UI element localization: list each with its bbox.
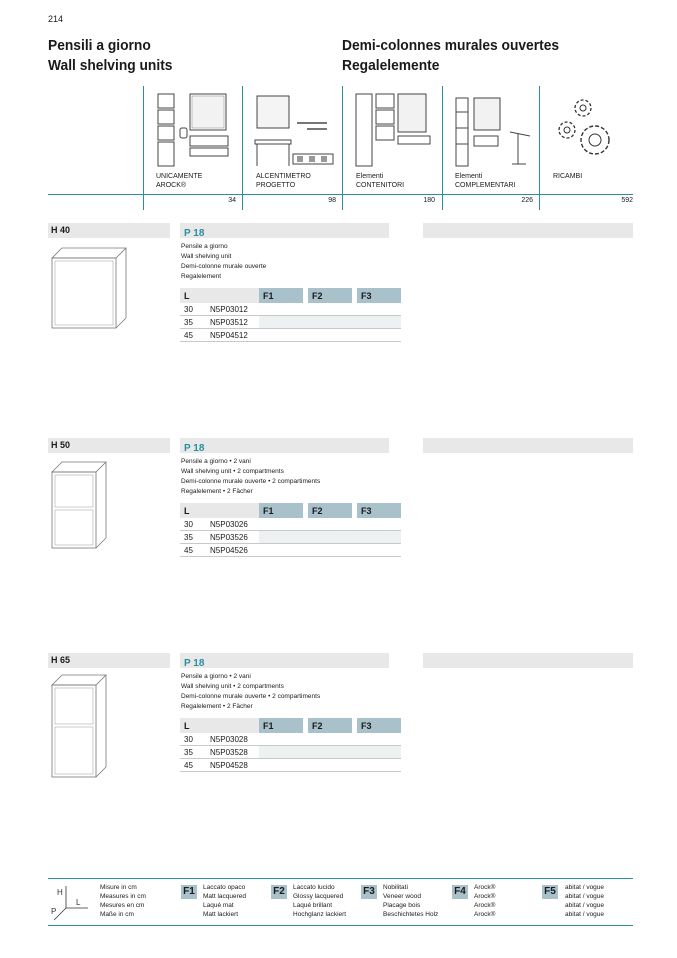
finish-description-f4: Arock® Arock® Arock® Arock®: [474, 884, 496, 918]
axis-l-label: L: [76, 898, 81, 907]
height-bar: [48, 438, 170, 453]
page-title-left: [48, 36, 172, 76]
axis-dimensions-icon: [48, 882, 96, 922]
column-header-f2: F2: [308, 718, 352, 733]
title-left-line-1: Pensili a giorno: [48, 37, 151, 54]
column-header-length: L: [180, 288, 259, 303]
page-title-right: [342, 36, 559, 76]
open-shelf-h50-drawing: [50, 460, 130, 550]
category-unicamente[interactable]: UNICAMENTE AROCK®: [156, 173, 203, 189]
unicamente-products-icon: [156, 92, 236, 170]
category-divider: [242, 86, 243, 210]
category-divider: [442, 86, 443, 210]
column-header-f3: F3: [357, 503, 401, 518]
finish-description-f3: Nobilitati Veneer wood Placage bois Beschichtetes Holz: [383, 884, 439, 918]
section-bar-right: [423, 223, 633, 238]
column-header-f1: F1: [259, 718, 303, 733]
finish-code-f1: F1: [181, 885, 197, 899]
table-row: 35 N5P03528: [180, 746, 401, 759]
height-label: H 65: [51, 655, 71, 665]
depth-label: P 18: [184, 443, 205, 454]
footer-bottom-line: [48, 925, 633, 926]
table-row: 30 N5P03028: [180, 733, 401, 746]
category-bar: [48, 86, 633, 210]
product-description: Pensile a giorno • 2 vani Wall shelving unit • 2 compartments Demi-colonne murale ouverte • 2 compartiments Regalelement • 2 Fächer: [181, 458, 321, 495]
column-header-f2: F2: [308, 288, 352, 303]
product-description: Pensile a giorno Wall shelving unit Demi-colonne murale ouverte Regalelement: [181, 243, 267, 280]
column-header-f1: F1: [259, 288, 303, 303]
height-label: H 50: [51, 440, 71, 450]
column-header-length: L: [180, 718, 259, 733]
category-contenitori[interactable]: Elementi CONTENITORI: [356, 173, 405, 189]
footer-top-line: [48, 878, 633, 879]
category-page-number: 98: [328, 197, 336, 204]
category-page-number: 180: [423, 197, 435, 204]
finish-code-f4: F4: [452, 885, 468, 899]
depth-bar: [180, 223, 389, 238]
code-table: [180, 288, 401, 342]
column-header-f2: F2: [308, 503, 352, 518]
category-divider: [342, 86, 343, 210]
contenitori-products-icon: [352, 92, 437, 170]
alcentimetro-products-icon: [253, 92, 338, 170]
table-row: 35 N5P03526: [180, 531, 401, 544]
axis-h-label: H: [57, 888, 63, 897]
category-page-number: 226: [521, 197, 533, 204]
finish-description-f1: Laccato opaco Matt lacquered Laqué mat Matt lackiert: [203, 884, 246, 918]
height-bar: [48, 653, 170, 668]
depth-bar: [180, 653, 389, 668]
code-table: [180, 718, 401, 772]
table-row: 45 N5P04512: [180, 329, 401, 342]
finish-description-f5: abitat / vogue abitat / vogue abitat / vogue abitat / vogue: [565, 884, 605, 918]
table-row: 35 N5P03512: [180, 316, 401, 329]
category-complementari[interactable]: Elementi COMPLEMENTARI: [455, 173, 516, 189]
category-page-number: 34: [228, 197, 236, 204]
section-bar-right: [423, 438, 633, 453]
axis-p-label: P: [51, 907, 57, 916]
finish-code-f2: F2: [271, 885, 287, 899]
column-header-f1: F1: [259, 503, 303, 518]
finish-description-f2: Laccato lucido Glossy lacquered Laqué brillant Hochglanz lackiert: [293, 884, 347, 918]
title-right-line-1: Demi-colonnes murales ouvertes: [342, 37, 560, 54]
category-ricambi[interactable]: RICAMBI: [553, 173, 583, 180]
complementari-products-icon: [452, 92, 537, 170]
category-page-number: 592: [621, 197, 633, 204]
open-shelf-h40-drawing: [50, 246, 130, 331]
product-description: Pensile a giorno • 2 vani Wall shelving unit • 2 compartments Demi-colonne murale ouverte • 2 compartiments Regalelement • 2 Fächer: [181, 673, 321, 710]
title-left-line-2: Wall shelving units: [48, 57, 173, 74]
gears-icon: [553, 96, 623, 158]
open-shelf-h65-drawing: [50, 673, 130, 779]
column-header-f3: F3: [357, 288, 401, 303]
finish-code-f3: F3: [361, 885, 377, 899]
title-right-line-2: Regalelemente: [342, 57, 440, 74]
category-alcentimetro[interactable]: ALCENTIMETRO PROGETTO: [256, 173, 311, 189]
table-row: 45 N5P04526: [180, 544, 401, 557]
category-divider: [143, 86, 144, 210]
table-row: 30 N5P03012: [180, 303, 401, 316]
category-divider: [539, 86, 540, 210]
table-row: 45 N5P04528: [180, 759, 401, 772]
finish-code-f5: F5: [542, 885, 558, 899]
table-row: 30 N5P03026: [180, 518, 401, 531]
code-table: [180, 503, 401, 557]
measures-note: Misure in cm Measures in cm Mesures en cm Maße in cm: [100, 884, 146, 918]
depth-label: P 18: [184, 228, 205, 239]
page-number: 214: [48, 14, 64, 24]
height-label: H 40: [51, 225, 71, 235]
depth-bar: [180, 438, 389, 453]
section-bar-right: [423, 653, 633, 668]
column-header-f3: F3: [357, 718, 401, 733]
category-bar-line: [48, 194, 633, 195]
column-header-length: L: [180, 503, 259, 518]
depth-label: P 18: [184, 658, 205, 669]
height-bar: [48, 223, 170, 238]
